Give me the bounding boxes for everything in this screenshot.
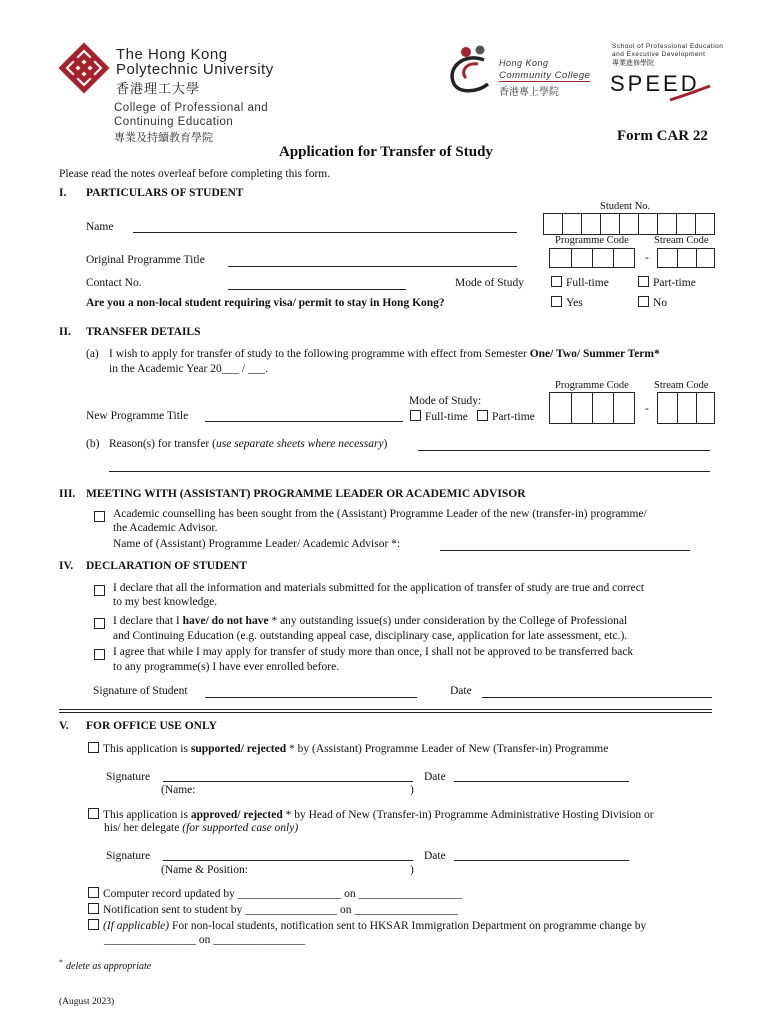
new-full-time-option[interactable]: [410, 410, 468, 423]
advisor-name-label: Name of (Assistant) Programme Leader/ Academic Advisor *:: [113, 538, 401, 550]
a-text: [109, 348, 660, 360]
student-date-field[interactable]: [482, 697, 712, 698]
notification-text: Notification sent to student by ________________ on __________________: [103, 904, 458, 916]
immigration-italic: (If applicable): [103, 920, 170, 932]
immigration-line: [88, 919, 646, 932]
a-text-plain: I wish to apply for transfer of study to the following programme with effect from Semester: [109, 348, 530, 360]
no-label: No: [653, 297, 668, 309]
notification-checkbox[interactable]: [88, 903, 99, 914]
cpce-name-2: Continuing Education: [114, 116, 234, 128]
yes-option[interactable]: [551, 296, 583, 309]
section-3-number: III.: [59, 488, 76, 500]
page-title: Application for Transfer of Study: [279, 144, 493, 160]
full-time-label: Full-time: [566, 277, 609, 289]
new-programme-code-label: Programme Code: [555, 380, 629, 391]
reason-plain: Reason(s) for transfer (: [109, 438, 216, 450]
declaration-2-line-2: and Continuing Education (e.g. outstanding appeal case, disciplinary case, application for late assessment, etc.).: [113, 630, 628, 642]
signature-of-student-label: Signature of Student: [93, 685, 188, 697]
reason-field-1[interactable]: [418, 450, 710, 451]
supported-bold: supported/ rejected: [190, 743, 287, 755]
signature-of-student-field[interactable]: [205, 697, 417, 698]
polyu-logo: [58, 42, 110, 94]
part-time-checkbox[interactable]: [638, 276, 649, 287]
declaration-2-plain: I declare that I: [113, 615, 183, 627]
immigration-checkbox[interactable]: [88, 919, 99, 930]
speed-small-3: 專業進修學院: [612, 59, 654, 67]
hkcc-name-2: Community College: [499, 70, 591, 81]
new-part-time-checkbox[interactable]: [477, 410, 488, 421]
yes-label: Yes: [566, 297, 583, 309]
student-no-label: Student No.: [600, 201, 651, 212]
hkcc-logo: [444, 44, 496, 96]
polyu-chinese: 香港理工大學: [116, 81, 201, 96]
divider: [59, 709, 712, 710]
reason-italic: use separate sheets where necessary: [215, 438, 384, 450]
approved-statement-line-2: [104, 822, 298, 834]
new-programme-label: New Programme Title: [86, 410, 189, 422]
section-2-title: TRANSFER DETAILS: [86, 326, 201, 338]
reason-close: ): [383, 438, 388, 450]
new-stream-code-boxes[interactable]: [657, 392, 715, 424]
supported-checkbox[interactable]: [88, 742, 99, 753]
immigration-text: For non-local students, notification sent to HKSAR Immigration Department on programme change by: [169, 920, 647, 932]
new-part-time-label: Part-time: [492, 411, 535, 423]
counselling-text-1: Academic counselling has been sought from the (Assistant) Programme Leader of the new (transfer-in) programme/: [113, 508, 647, 520]
head-name-position-label: (Name & Position:: [161, 864, 248, 876]
declaration-1-checkbox[interactable]: [94, 585, 105, 596]
pl-signature-field[interactable]: [163, 781, 413, 782]
section-5-title: FOR OFFICE USE ONLY: [86, 720, 217, 732]
notification-line: [88, 903, 458, 916]
footnote-text: delete as appropriate: [66, 961, 152, 972]
cpce-name-1: College of Professional and: [114, 102, 269, 114]
section-4-number: IV.: [59, 560, 74, 572]
part-time-option[interactable]: [638, 276, 696, 289]
new-full-time-checkbox[interactable]: [410, 410, 421, 421]
declaration-2-line-1: [113, 615, 627, 627]
mode-of-study-label: Mode of Study: [455, 277, 524, 289]
speed-swoosh-icon: [668, 84, 712, 104]
nonlocal-question: Are you a non-local student requiring visa/ permit to stay in Hong Kong?: [86, 297, 445, 309]
supported-plain: This application is: [103, 743, 191, 755]
programme-code-label: Programme Code: [555, 235, 629, 246]
pl-name-label: (Name:: [161, 784, 196, 796]
declaration-1-line-2: to my best knowledge.: [113, 596, 218, 608]
declaration-1-line-1: I declare that all the information and materials submitted for the application of transfer of study are true and correct: [113, 582, 645, 594]
approved-rest: * by Head of New (Transfer-in) Programme Administrative Hosting Division or: [282, 809, 654, 821]
pl-date-label: Date: [424, 771, 446, 783]
student-no-boxes[interactable]: [543, 213, 715, 235]
approved-statement: [88, 808, 654, 821]
no-option[interactable]: [638, 296, 667, 309]
revision-date: (August 2023): [59, 997, 115, 1007]
new-mode-of-study-label: Mode of Study:: [409, 395, 482, 407]
declaration-2-bold: have/ do not have: [182, 615, 269, 627]
programme-code-boxes[interactable]: [549, 248, 635, 268]
a-label: (a): [86, 348, 99, 360]
polyu-name-1: The Hong Kong: [116, 46, 228, 63]
no-checkbox[interactable]: [638, 296, 649, 307]
declaration-3-line-1: I agree that while I may apply for transfer of study more than once, I shall not be approved to be transferred back: [113, 646, 634, 658]
contact-no-label: Contact No.: [86, 277, 142, 289]
academic-year-text: in the Academic Year 20___ / ___.: [109, 363, 269, 375]
section-4-title: DECLARATION OF STUDENT: [86, 560, 248, 572]
counselling-checkbox[interactable]: [94, 511, 105, 522]
new-code-dash: -: [645, 403, 649, 415]
yes-checkbox[interactable]: [551, 296, 562, 307]
pl-name-close: ): [410, 784, 414, 796]
cpce-chinese: 專業及持續教育學院: [114, 132, 213, 144]
supported-rest: * by (Assistant) Programme Leader of New (Transfer-in) Programme: [286, 743, 609, 755]
declaration-2-rest: * any outstanding issue(s) under consideration by the College of Professional: [268, 615, 628, 627]
reason-text: [109, 438, 387, 450]
b-label: (b): [86, 438, 100, 450]
head-signature-label: Signature: [106, 850, 151, 862]
new-stream-code-label: Stream Code: [654, 380, 709, 391]
declaration-3-line-2: to any programme(s) I have ever enrolled before.: [113, 661, 340, 673]
head-date-label: Date: [424, 850, 446, 862]
polyu-name-2: Polytechnic University: [116, 61, 274, 78]
new-full-time-label: Full-time: [425, 411, 468, 423]
head-date-field[interactable]: [454, 860, 629, 861]
declaration-2-checkbox[interactable]: [94, 618, 105, 629]
immigration-line-2: ________________ on ________________: [104, 934, 306, 946]
declaration-3-checkbox[interactable]: [94, 649, 105, 660]
stream-code-label: Stream Code: [654, 235, 709, 246]
section-1-number: I.: [59, 187, 67, 199]
section-3-title: MEETING WITH (ASSISTANT) PROGRAMME LEADER OR ACADEMIC ADVISOR: [86, 488, 526, 500]
section-1-title: PARTICULARS OF STUDENT: [86, 187, 244, 199]
new-programme-code-boxes[interactable]: [549, 392, 635, 424]
original-programme-label: Original Programme Title: [86, 254, 205, 266]
hkcc-name-1: Hong Kong: [499, 58, 549, 68]
a-text-semester: One/ Two/ Summer Term*: [529, 348, 660, 360]
speed-small-2: and Executive Development: [612, 51, 706, 58]
intro-text: Please read the notes overleaf before completing this form.: [59, 168, 331, 180]
head-signature-field[interactable]: [163, 860, 413, 861]
section-5-number: V.: [59, 720, 69, 732]
student-date-label: Date: [450, 685, 472, 697]
pl-signature-label: Signature: [106, 771, 151, 783]
divider-2: [59, 712, 712, 713]
footnote-asterisk: *: [59, 958, 63, 967]
advisor-name-field[interactable]: [440, 550, 690, 551]
head-name-close: ): [410, 864, 414, 876]
approved-plain: This application is: [103, 809, 191, 821]
new-part-time-option[interactable]: [477, 410, 535, 423]
approved-checkbox[interactable]: [88, 808, 99, 819]
form-number: Form CAR 22: [617, 128, 708, 144]
computer-record-text: Computer record updated by __________________ on __________________: [103, 888, 463, 900]
new-programme-field[interactable]: [205, 421, 403, 422]
computer-record-checkbox[interactable]: [88, 887, 99, 898]
hkcc-chinese: 香港專上學院: [499, 87, 559, 98]
speed-small-1: School of Professional Education: [612, 43, 724, 50]
section-2-number: II.: [59, 326, 71, 338]
approved-bold: approved/ rejected: [190, 809, 283, 821]
code-dash: -: [645, 252, 649, 264]
speed-logo: SPEED: [610, 71, 700, 96]
reason-field-2[interactable]: [109, 471, 710, 472]
delegate-italic: (for supported case only): [182, 822, 299, 834]
counselling-text-2: the Academic Advisor.: [113, 522, 218, 534]
stream-code-boxes[interactable]: [657, 248, 715, 268]
name-label: Name: [86, 221, 114, 233]
part-time-label: Part-time: [653, 277, 696, 289]
pl-date-field[interactable]: [454, 781, 629, 782]
supported-statement: [88, 742, 608, 755]
delegate-plain: his/ her delegate: [104, 822, 183, 834]
contact-no-field[interactable]: [228, 289, 406, 290]
full-time-option[interactable]: [551, 276, 609, 289]
computer-record-line: [88, 887, 462, 900]
name-field[interactable]: [133, 232, 517, 233]
original-programme-field[interactable]: [228, 266, 517, 267]
full-time-checkbox[interactable]: [551, 276, 562, 287]
